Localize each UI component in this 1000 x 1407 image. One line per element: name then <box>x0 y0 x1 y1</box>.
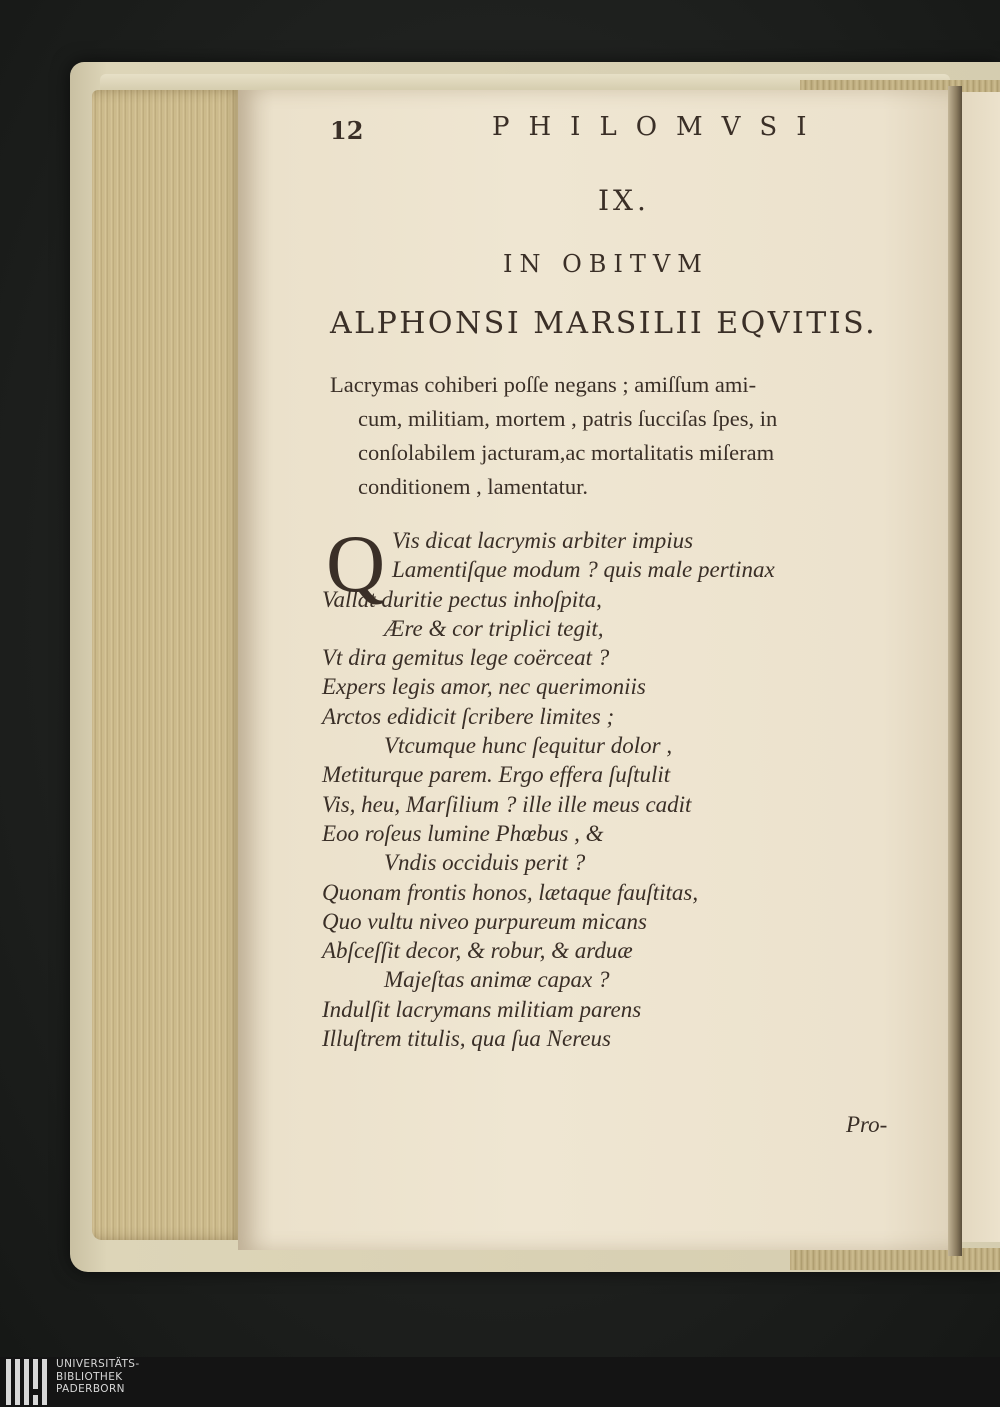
poem-heading-line-1: IN OBITVM <box>503 250 709 278</box>
footer-bar <box>0 1357 1000 1407</box>
verse-line: Majeſtas animæ capax ? <box>384 967 610 993</box>
argument-line: cum, militiam, mortem , patris ſucciſas ſpes, in <box>358 406 778 431</box>
verse-line: Ære & cor triplici tegit, <box>384 615 604 641</box>
argument-line: conſolabilem jacturam,ac mortalitatis miſeram <box>358 440 775 465</box>
poem-heading-line-2: ALPHONSI MARSILII EQVITIS. <box>330 306 878 341</box>
verse-line: Vtcumque hunc ſequitur dolor , <box>384 733 673 759</box>
facing-page-edge <box>962 92 1000 1242</box>
library-name-line: UNIVERSITÄTS- <box>56 1358 140 1370</box>
verse-line: Arctos edidicit ſcribere limites ; <box>322 703 615 729</box>
verse-line: Quonam frontis honos, lætaque fauſtitas, <box>322 879 699 905</box>
verse-line: Metiturque parem. Ergo effera ſuſtulit <box>322 762 671 788</box>
poem-argument <box>330 368 777 504</box>
drop-cap: Q <box>326 518 386 609</box>
verse-line: Eoo roſeus lumine Phœbus , & <box>322 820 604 846</box>
library-name-line: PADERBORN <box>56 1383 125 1395</box>
poem-verse <box>322 518 775 1053</box>
catchword: Pro- <box>846 1112 888 1137</box>
poem-number: IX. <box>598 184 650 217</box>
running-head: PHILOMVSI <box>492 112 826 142</box>
argument-line: conditionem , lamentatur. <box>358 474 588 499</box>
binding-thread-bottom <box>790 1248 1000 1270</box>
verse-line: Vndis occiduis perit ? <box>384 850 586 876</box>
page-block-edges <box>92 90 244 1240</box>
verse-line: Vis, heu, Marſilium ? ille ille meus cadit <box>322 791 692 817</box>
verse-line: Illuſtrem titulis, qua ſua Nereus <box>322 1026 611 1052</box>
library-name-line: BIBLIOTHEK <box>56 1370 123 1383</box>
verse-line: Quo vultu niveo purpureum micans <box>322 908 647 934</box>
library-logo-icon <box>6 1359 50 1405</box>
verse-line: Vt dira gemitus lege coërceat ? <box>322 645 610 671</box>
spine-gutter <box>948 86 962 1256</box>
verse-line: Lamentiſque modum ? quis male pertinax <box>392 557 775 583</box>
argument-line: Lacrymas cohiberi poſſe negans ; amiſſum ami- <box>330 372 757 397</box>
library-name <box>56 1358 140 1396</box>
verse-line: Indulſit lacrymans militiam parens <box>322 996 642 1022</box>
verse-line: Vis dicat lacrymis arbiter impius <box>392 528 694 553</box>
verse-line: Expers legis amor, nec querimoniis <box>322 674 646 700</box>
verse-line: Vallat duritie pectus inhoſpita, <box>322 586 602 612</box>
page-number: 12 <box>330 116 364 145</box>
verse-line: Abſceſſit decor, & robur, & arduæ <box>322 938 633 964</box>
